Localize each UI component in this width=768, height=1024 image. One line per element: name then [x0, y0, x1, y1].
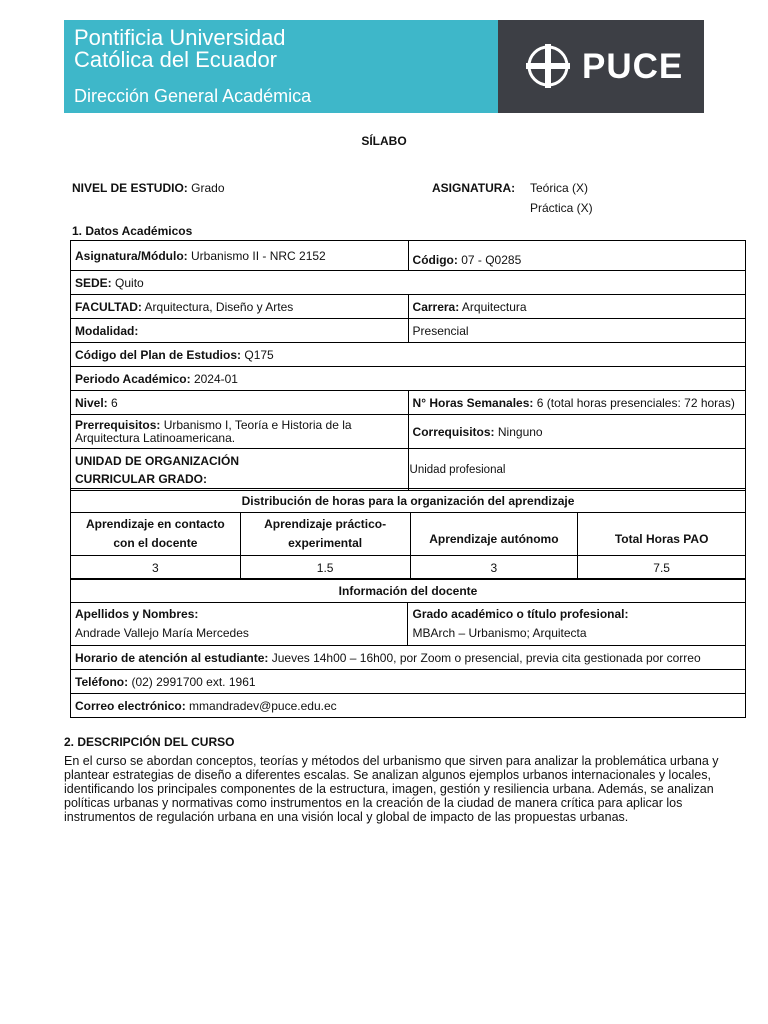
facultad-cell: FACULTAD: Arquitectura, Diseño y Artes — [71, 295, 409, 319]
table-row — [71, 513, 746, 556]
nivel-estudio — [72, 181, 225, 195]
puce-logo-text: PUCE — [582, 47, 684, 86]
nivel-cell: Nivel: 6 — [71, 391, 409, 415]
table-row — [71, 343, 746, 367]
value-total-horas: 7.5 — [578, 556, 746, 580]
horas-semanales-cell: N° Horas Semanales: 6 (total horas presenciales: 72 horas) — [408, 391, 745, 415]
section-datos-academicos-title: 1. Datos Académicos — [72, 224, 193, 238]
table-row — [71, 694, 746, 718]
table-row — [71, 449, 746, 491]
distribucion-horas-table — [70, 488, 746, 580]
puce-emblem-icon — [524, 42, 572, 90]
table-row — [71, 670, 746, 694]
descripcion-curso-text: En el curso se abordan conceptos, teorías y métodos del urbanismo que sirven para analizar la problemática urbana y plantear estrategias de diseño a diferentes escalas. Se analizan algunos ejemplos urbanos internacionales y locales, identificando los principales componentes de la estructura, imagen, gestión y resiliencia urbana. Además, se analizan políticas urbanas y normativas como instrumentos en la creación de la ciudad de manera crítica para aplicar los instrumentos de regulación urbana en una visión local y global de impacto de las propuestas urbanas. — [64, 754, 719, 824]
asignatura-cell: Asignatura/Módulo: Urbanismo II - NRC 2152 — [71, 241, 409, 271]
asignatura-teorica: Teórica (X) — [530, 181, 589, 195]
header-total-horas: Total Horas PAO — [578, 513, 746, 556]
header-logo-panel — [498, 20, 704, 113]
datos-academicos-table — [70, 240, 746, 491]
header-left-panel — [64, 20, 498, 113]
sede-cell: SEDE: Quito — [71, 271, 746, 295]
carrera-cell: Carrera: Arquitectura — [408, 295, 745, 319]
table-row — [71, 241, 746, 271]
distribucion-title-cell: Distribución de horas para la organización del aprendizaje — [71, 489, 746, 513]
nombres-cell: Apellidos y Nombres: Andrade Vallejo María Mercedes — [71, 603, 408, 646]
horario-cell: Horario de atención al estudiante: Jueves 14h00 – 16h00, por Zoom o presencial, previa cita gestionada por correo — [71, 646, 746, 670]
docente-table — [70, 578, 746, 718]
grado-academico-cell: Grado académico o título profesional: MBArch – Urbanismo; Arquitecta — [408, 603, 746, 646]
table-row — [71, 556, 746, 580]
header-contacto-docente: Aprendizaje en contacto con el docente — [71, 513, 241, 556]
periodo-cell: Periodo Académico: 2024-01 — [71, 367, 746, 391]
nivel-estudio-value: Grado — [191, 181, 225, 195]
table-row — [71, 319, 746, 343]
telefono-cell: Teléfono: (02) 2991700 ext. 1961 — [71, 670, 746, 694]
table-row — [71, 603, 746, 646]
table-row — [71, 579, 746, 603]
codigo-cell: Código: 07 - Q0285 — [408, 241, 745, 271]
correquisitos-cell: Correquisitos: Ninguno — [408, 415, 745, 449]
table-row — [71, 367, 746, 391]
header-autonomo: Aprendizaje autónomo — [410, 513, 578, 556]
unidad-organizacion-value-cell: Unidad profesional — [408, 449, 745, 491]
university-name-line2: Católica del Ecuador — [74, 47, 278, 72]
asignatura-practica: Práctica (X) — [530, 201, 593, 215]
prerrequisitos-cell: Prerrequisitos: Urbanismo I, Teoría e Historia de la Arquitectura Latinoamericana. — [71, 415, 409, 449]
table-row — [71, 415, 746, 449]
correo-cell: Correo electrónico: mmandradev@puce.edu.ec — [71, 694, 746, 718]
page-title: SÍLABO — [361, 134, 407, 148]
nivel-estudio-label: NIVEL DE ESTUDIO: — [72, 181, 188, 195]
table-row — [71, 295, 746, 319]
section-descripcion-title: 2. DESCRIPCIÓN DEL CURSO — [64, 735, 235, 749]
header-practico-experimental: Aprendizaje práctico-experimental — [240, 513, 410, 556]
value-contacto-docente: 3 — [71, 556, 241, 580]
table-row — [71, 489, 746, 513]
unidad-organizacion-label-cell: UNIDAD DE ORGANIZACIÓN CURRICULAR GRADO: — [71, 449, 409, 491]
modalidad-value-cell: Presencial — [408, 319, 745, 343]
table-row — [71, 646, 746, 670]
asignatura-label: ASIGNATURA: — [432, 181, 516, 195]
modalidad-label-cell: Modalidad: — [71, 319, 409, 343]
plan-estudios-cell: Código del Plan de Estudios: Q175 — [71, 343, 746, 367]
value-practico-experimental: 1.5 — [240, 556, 410, 580]
header-banner — [64, 20, 704, 113]
table-row — [71, 271, 746, 295]
university-name-line1: Pontificia Universidad — [74, 25, 286, 50]
direction-name: Dirección General Académica — [74, 86, 312, 106]
value-autonomo: 3 — [410, 556, 578, 580]
university-name — [74, 27, 286, 71]
docente-title-cell: Información del docente — [71, 579, 746, 603]
table-row — [71, 391, 746, 415]
